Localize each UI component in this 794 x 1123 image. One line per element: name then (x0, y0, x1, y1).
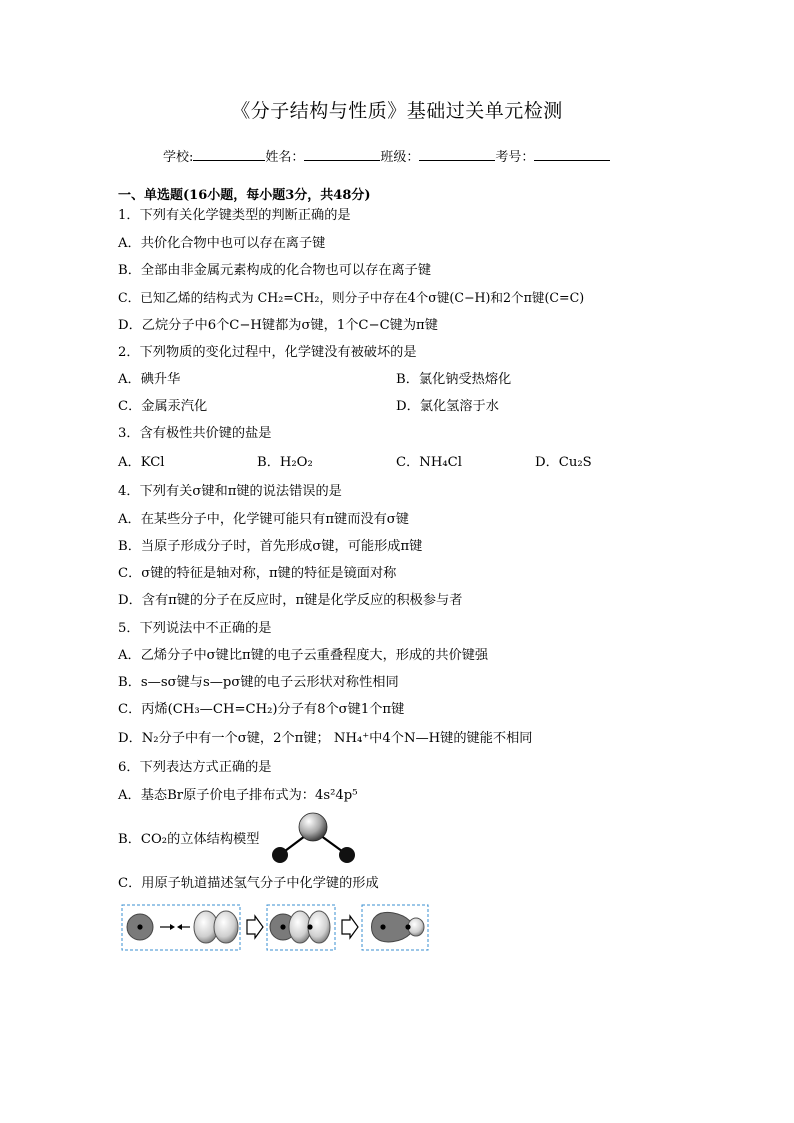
co2-right-atom (339, 847, 355, 863)
school-blank[interactable] (193, 146, 265, 161)
school-label: 学校: (163, 150, 194, 165)
q4-option-d[interactable]: D．含有π键的分子在反应时，π键是化学反应的积极参与者 (118, 593, 463, 608)
q1-stem: 1．下列有关化学键类型的判断正确的是 (118, 208, 351, 223)
name-label: 姓名： (265, 150, 305, 165)
q6-option-a[interactable]: A．基态Br原子价电子排布式为：4s²4p⁵ (118, 788, 358, 803)
class-label: 班级： (380, 150, 420, 165)
q4-option-b[interactable]: B．当原子形成分子时，首先形成σ键，可能形成π键 (118, 539, 423, 554)
q5-option-d[interactable]: D．N₂分子中有一个σ键，2个π键； NH₄⁺中4个N—H键的键能不相同 (118, 731, 533, 746)
co2-left-atom (272, 847, 288, 863)
nucleus-a (280, 924, 285, 929)
co2-model-figure (266, 810, 358, 868)
q5-option-c[interactable]: C．丙烯(CH₃—CH=CH₂)分子有8个σ键1个π键 (118, 702, 405, 717)
q3-option-d[interactable]: D．Cu₂S (535, 455, 592, 470)
s-nucleus (137, 924, 142, 929)
step-arrow-1 (247, 916, 263, 938)
co2-central-atom (299, 813, 327, 841)
id-blank[interactable] (534, 146, 610, 161)
q6-option-c[interactable]: C．用原子轨道描述氢气分子中化学键的形成 (118, 876, 379, 891)
class-blank[interactable] (419, 146, 495, 161)
arrow-left-head (177, 924, 182, 930)
arrow-right-head (170, 924, 175, 930)
q3-option-a[interactable]: A．KCl (118, 455, 165, 470)
q2-option-b[interactable]: B．氯化钠受热熔化 (396, 372, 512, 387)
q1-option-d[interactable]: D．乙烷分子中6个C−H键都为σ键，1个C−C键为π键 (118, 318, 438, 333)
q5-option-a[interactable]: A．乙烯分子中σ键比π键的电子云重叠程度大，形成的共价键强 (118, 648, 489, 663)
q6-stem: 6．下列表达方式正确的是 (118, 760, 272, 775)
bond-nucleus-b (405, 924, 410, 929)
section-title: 一、单选题(16小题，每小题3分，共48分) (118, 188, 371, 203)
q2-option-c[interactable]: C．金属汞汽化 (118, 399, 208, 414)
q2-stem: 2．下列物质的变化过程中，化学键没有被破坏的是 (118, 345, 417, 360)
q3-option-b[interactable]: B．H₂O₂ (257, 455, 313, 470)
step-arrow-2 (342, 916, 358, 938)
q1-option-a[interactable]: A．共价化合物中也可以存在离子键 (118, 236, 326, 251)
name-blank[interactable] (304, 146, 380, 161)
q3-option-c[interactable]: C．NH₄Cl (396, 455, 462, 470)
p-lobe-right (214, 911, 238, 943)
student-info-row (163, 146, 610, 165)
q4-stem: 4．下列有关σ键和π键的说法错误的是 (118, 484, 342, 499)
nucleus-b (307, 924, 312, 929)
q6-option-b[interactable]: B．CO₂的立体结构模型 (118, 832, 260, 847)
orbital-overlap-figure (120, 903, 432, 953)
page-title: 《分子结构与性质》基础过关单元检测 (231, 100, 563, 122)
bond-nucleus-a (380, 924, 385, 929)
q4-option-a[interactable]: A．在某些分子中，化学键可能只有π键而没有σ键 (118, 512, 409, 527)
q1-option-b[interactable]: B．全部由非金属元素构成的化合物也可以存在离子键 (118, 263, 432, 278)
q1-option-c[interactable]: C．已知乙烯的结构式为 CH₂=CH₂，则分子中存在4个σ键(C−H)和2个π键(C=C) (118, 290, 585, 305)
q5-option-b[interactable]: B．s—sσ键与s—pσ键的电子云形状对称性相同 (118, 675, 399, 690)
q5-stem: 5．下列说法中不正确的是 (118, 621, 272, 636)
q3-stem: 3．含有极性共价键的盐是 (118, 426, 272, 441)
q2-option-a[interactable]: A．碘升华 (118, 372, 181, 387)
q4-option-c[interactable]: C．σ键的特征是轴对称，π键的特征是镜面对称 (118, 566, 397, 581)
id-label: 考号： (495, 150, 535, 165)
q2-option-d[interactable]: D．氯化氢溶于水 (396, 399, 499, 414)
